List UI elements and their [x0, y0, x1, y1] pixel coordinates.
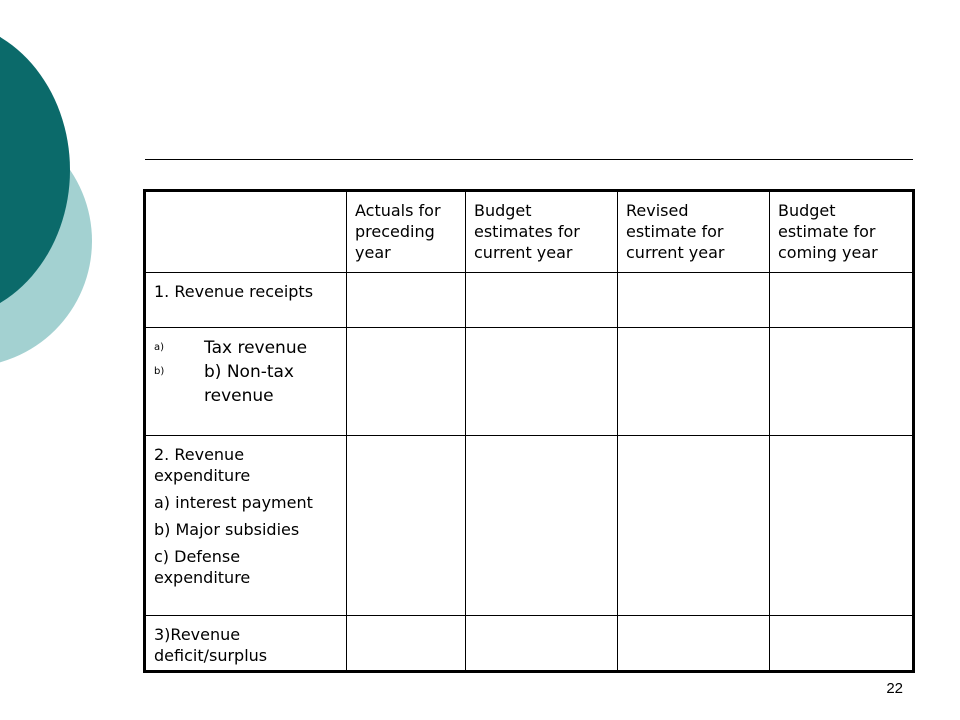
non-tax-revenue-label: b) Non-tax revenue — [204, 362, 294, 406]
table-cell — [347, 328, 466, 436]
table-cell — [618, 616, 770, 672]
table-cell — [347, 436, 466, 616]
tax-revenue-label: Tax revenue — [204, 338, 308, 358]
table-cell — [618, 273, 770, 328]
table-cell — [466, 436, 618, 616]
interest-payment-label: a) interest payment — [154, 493, 313, 512]
table-cell — [466, 328, 618, 436]
major-subsidies-label: b) Major subsidies — [154, 520, 300, 539]
page-number: 22 — [886, 680, 903, 697]
header-budget-current: Budget estimates for current year — [466, 191, 618, 273]
header-actuals-preceding: Actuals for preceding year — [347, 191, 466, 273]
table-header-row — [145, 191, 914, 273]
header-cell-empty — [145, 191, 347, 273]
table-cell — [770, 328, 914, 436]
list-item — [154, 336, 338, 360]
title-underline — [145, 159, 913, 160]
header-revised-current: Revised estimate for current year — [618, 191, 770, 273]
list-item — [154, 360, 338, 408]
table-cell — [770, 273, 914, 328]
defense-expenditure-label: c) Defense expenditure — [154, 547, 251, 587]
expenditure-heading: 2. Revenue expenditure — [154, 445, 251, 485]
row-label-revenue-deficit: 3)Revenue deficit/surplus — [145, 616, 347, 672]
table-cell — [770, 436, 914, 616]
table-cell — [347, 273, 466, 328]
list-marker: b) — [154, 366, 165, 377]
table-row — [145, 616, 914, 672]
table-cell — [770, 616, 914, 672]
table-cell — [618, 328, 770, 436]
table-cell — [618, 436, 770, 616]
table-cell — [466, 273, 618, 328]
table-row — [145, 273, 914, 328]
budget-table — [143, 189, 915, 673]
table-cell — [347, 616, 466, 672]
list-marker: a) — [154, 342, 165, 353]
row-label-revenue-types — [145, 328, 347, 436]
row-label-revenue-receipts: 1. Revenue receipts — [145, 273, 347, 328]
table-cell — [466, 616, 618, 672]
table-row — [145, 328, 914, 436]
table-row — [145, 436, 914, 616]
revenue-type-list — [154, 336, 338, 408]
header-budget-coming: Budget estimate for coming year — [770, 191, 914, 273]
row-label-revenue-expenditure — [145, 436, 347, 616]
